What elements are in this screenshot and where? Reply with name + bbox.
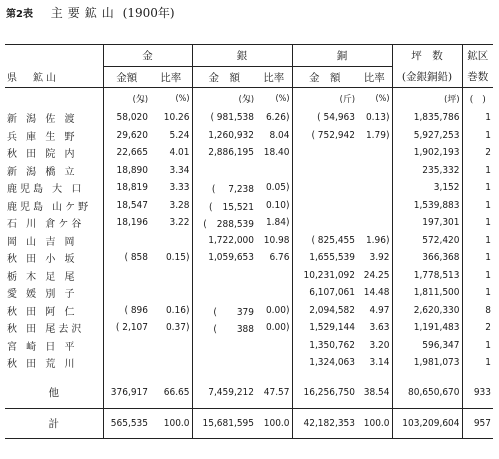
cell-permits: 2 [462,319,493,337]
cell-silver-ratio [256,267,292,285]
header-copper-ratio: 比率 [363,71,385,84]
table-row [5,319,493,337]
table-number: 第2表 [6,9,33,20]
cell-gold: 22,665 [103,144,150,162]
cell-copper-ratio: 14.48 [363,287,390,299]
cell-copper-ratio [357,179,392,197]
cell-name: 愛 媛 別 子 [7,289,78,301]
other-label: 他 [48,387,59,399]
cell-permits: 1 [462,354,493,372]
cell-silver-ratio: 1.84) [265,217,290,229]
cell-copper-ratio [357,162,392,180]
unit-copper-ratio: (%) [357,88,392,110]
cell-copper-ratio: 1.79) [365,129,390,141]
cell-silver: ( 981,538 [192,109,256,127]
cell-gold-ratio: 3.33 [169,182,190,194]
cell-silver-ratio: 0.05) [265,182,290,194]
cell-copper-ratio: 3.14 [369,357,390,369]
table-row [5,197,493,215]
cell-gold: 18,890 [103,162,150,180]
cell-copper: ( 54,963 [292,109,357,127]
cell-silver-ratio [256,284,292,302]
cell-silver-ratio: 0.10) [265,199,290,211]
header-silver: 銀 [192,45,292,67]
cell-copper: 10,231,092 [292,267,357,285]
cell-silver [192,267,256,285]
cell-copper-ratio: 24.25 [363,269,390,281]
cell-area: 3,152 [392,179,462,197]
cell-gold [103,267,150,285]
cell-silver-ratio [256,162,292,180]
cell-copper-ratio [357,214,392,232]
table-row-total: 計 565,535 100.0 15,681,595 100.0 42,182,353 100.0 103,209,604 957 [5,408,493,438]
cell-silver-ratio: 18.40 [263,147,290,159]
header-silver-amount: 金 額 [192,67,256,88]
table-row [5,267,493,285]
cell-gold-ratio: 0.16) [165,304,190,316]
cell-name: 秋 田 荒 川 [7,359,78,371]
cell-copper: ( 825,455 [292,232,357,250]
cell-gold-ratio: 3.34 [169,164,190,176]
cell-gold-ratio [150,354,192,372]
table-year: (1900年) [122,6,175,20]
cell-copper-ratio: 3.63 [369,322,390,334]
cell-gold-ratio: 0.37) [165,322,190,334]
cell-copper [292,144,357,162]
table-row [5,232,493,250]
cell-name: 新 潟 橋 立 [7,166,78,178]
cell-gold: 18,196 [103,214,150,232]
cell-area: 1,778,513 [392,267,462,285]
cell-area: 2,620,330 [392,302,462,320]
cell-permits: 1 [462,179,493,197]
cell-silver-ratio: 6.26) [265,112,290,124]
total-label: 計 [5,408,103,438]
table-row-other: 他 376,917 66.65 7,459,212 47.57 16,256,750 38.54 80,650,670 933 [5,378,493,409]
cell-copper-ratio: 3.92 [369,252,390,264]
cell-silver: ( 288,539 [192,214,256,232]
cell-name: 秋 田 小 坂 [7,254,78,266]
cell-permits: 1 [462,127,493,145]
cell-permits: 1 [462,284,493,302]
cell-permits: 1 [462,109,493,127]
cell-area: 197,301 [392,214,462,232]
cell-permits: 2 [462,144,493,162]
cell-area: 366,368 [392,249,462,267]
cell-silver-ratio [256,337,292,355]
table-row [5,162,493,180]
cell-copper-ratio: 1.96) [365,234,390,246]
cell-silver [192,284,256,302]
unit-permits: ( ) [462,88,493,110]
cell-copper: 1,655,539 [292,249,357,267]
cell-gold [103,354,150,372]
cell-gold [103,284,150,302]
mines-table [5,44,493,439]
units-row [5,88,493,110]
cell-area: 596,347 [392,337,462,355]
header-gold-ratio: 比率 [160,71,182,84]
cell-name: 石 川 倉ケ谷 [7,219,85,231]
cell-gold: ( 896 [103,302,150,320]
table-row [5,302,493,320]
cell-name: 秋 田 尾去沢 [7,324,85,336]
cell-area: 1,981,073 [392,354,462,372]
cell-gold: 18,547 [103,197,150,215]
cell-copper-ratio: 0.13) [365,112,390,124]
cell-name: 新 潟 佐 渡 [7,114,78,126]
cell-gold-ratio [150,337,192,355]
cell-silver: 1,059,653 [192,249,256,267]
cell-area: 1,811,500 [392,284,462,302]
cell-permits: 1 [462,214,493,232]
header-mine: 県 鉱山 [7,73,59,85]
cell-copper-ratio: 4.97 [369,304,390,316]
cell-gold-ratio: 4.01 [169,147,190,159]
cell-silver-ratio: 6.76 [269,252,290,264]
cell-copper [292,162,357,180]
cell-silver: ( 7,238 [192,179,256,197]
cell-name: 秋 田 阿 仁 [7,306,78,318]
cell-name: 秋 田 院 内 [7,149,78,161]
header-row-sub [5,67,493,88]
table-row [5,144,493,162]
cell-gold [103,232,150,250]
cell-area: 1,539,883 [392,197,462,215]
header-copper: 銅 [292,45,392,67]
cell-copper [292,214,357,232]
header-copper-amount: 金 額 [292,67,357,88]
cell-gold-ratio: 3.28 [169,199,190,211]
cell-area: 1,902,193 [392,144,462,162]
cell-gold [103,337,150,355]
cell-name: 兵 庫 生 野 [7,131,78,143]
table-row [5,179,493,197]
cell-copper: 1,324,063 [292,354,357,372]
cell-copper: 1,350,762 [292,337,357,355]
cell-copper: 1,529,144 [292,319,357,337]
cell-silver: 2,886,195 [192,144,256,162]
table-row [5,214,493,232]
cell-silver: ( 15,521 [192,197,256,215]
header-row-groups [5,45,493,67]
unit-gold-ratio: (%) [150,88,192,110]
cell-copper-ratio [357,197,392,215]
cell-copper-ratio [357,144,392,162]
header-area-sub: (金銀銅鉛) [392,67,462,88]
cell-silver: ( 379 [192,302,256,320]
cell-area: 235,332 [392,162,462,180]
cell-gold-ratio: 10.26 [163,112,190,124]
cell-silver-ratio: 0.00) [265,322,290,334]
cell-name: 鹿児島 山ケ野 [7,201,92,213]
cell-silver [192,354,256,372]
cell-gold: 29,620 [103,127,150,145]
cell-permits: 1 [462,197,493,215]
cell-area: 1,191,483 [392,319,462,337]
table-row [5,284,493,302]
cell-silver [192,162,256,180]
cell-copper: 6,107,061 [292,284,357,302]
cell-gold: 18,819 [103,179,150,197]
cell-area: 1,835,786 [392,109,462,127]
cell-permits: 8 [462,302,493,320]
header-gold: 金 [103,45,192,67]
cell-gold-ratio [150,232,192,250]
cell-silver-ratio [256,354,292,372]
cell-gold: ( 2,107 [103,319,150,337]
table-row [5,249,493,267]
table-row [5,354,493,372]
table-row [5,127,493,145]
cell-permits: 1 [462,162,493,180]
cell-copper: 2,094,582 [292,302,357,320]
table-title [6,4,175,21]
cell-silver-ratio: 10.98 [263,234,290,246]
unit-copper: (斤) [292,88,357,110]
unit-silver-ratio: (%) [256,88,292,110]
cell-copper [292,197,357,215]
table-row [5,337,493,355]
cell-permits: 1 [462,232,493,250]
cell-area: 5,927,253 [392,127,462,145]
cell-gold-ratio [150,284,192,302]
cell-silver: ( 388 [192,319,256,337]
cell-permits: 1 [462,249,493,267]
cell-permits: 1 [462,267,493,285]
cell-gold-ratio: 0.15) [165,252,190,264]
cell-copper [292,179,357,197]
header-gold-amount: 金額 [103,67,150,88]
table-caption: 主要鉱山 [50,6,119,20]
header-permits-sub: 巻数 [462,67,493,88]
header-silver-ratio: 比率 [263,71,285,84]
cell-gold: ( 858 [103,249,150,267]
cell-copper-ratio: 3.20 [369,339,390,351]
unit-gold: (匁) [103,88,150,110]
cell-name: 栃 木 足 尾 [7,271,78,283]
cell-silver-ratio: 8.04 [269,129,290,141]
cell-name: 岡 山 吉 岡 [7,236,78,248]
unit-silver: (匁) [192,88,256,110]
header-area: 坪 数 [392,45,462,67]
cell-permits: 1 [462,337,493,355]
cell-silver [192,337,256,355]
cell-copper: ( 752,942 [292,127,357,145]
table-row [5,109,493,127]
cell-silver: 1,260,932 [192,127,256,145]
cell-gold: 58,020 [103,109,150,127]
header-permits: 鉱区 [462,45,493,67]
cell-gold-ratio [150,267,192,285]
cell-silver-ratio: 0.00) [265,304,290,316]
cell-gold-ratio: 5.24 [169,129,190,141]
unit-area: (坪) [392,88,462,110]
cell-area: 572,420 [392,232,462,250]
cell-name: 宮 崎 日 平 [7,341,78,353]
cell-silver: 1,722,000 [192,232,256,250]
cell-gold-ratio: 3.22 [169,217,190,229]
cell-name: 鹿児島 大 口 [7,184,85,196]
